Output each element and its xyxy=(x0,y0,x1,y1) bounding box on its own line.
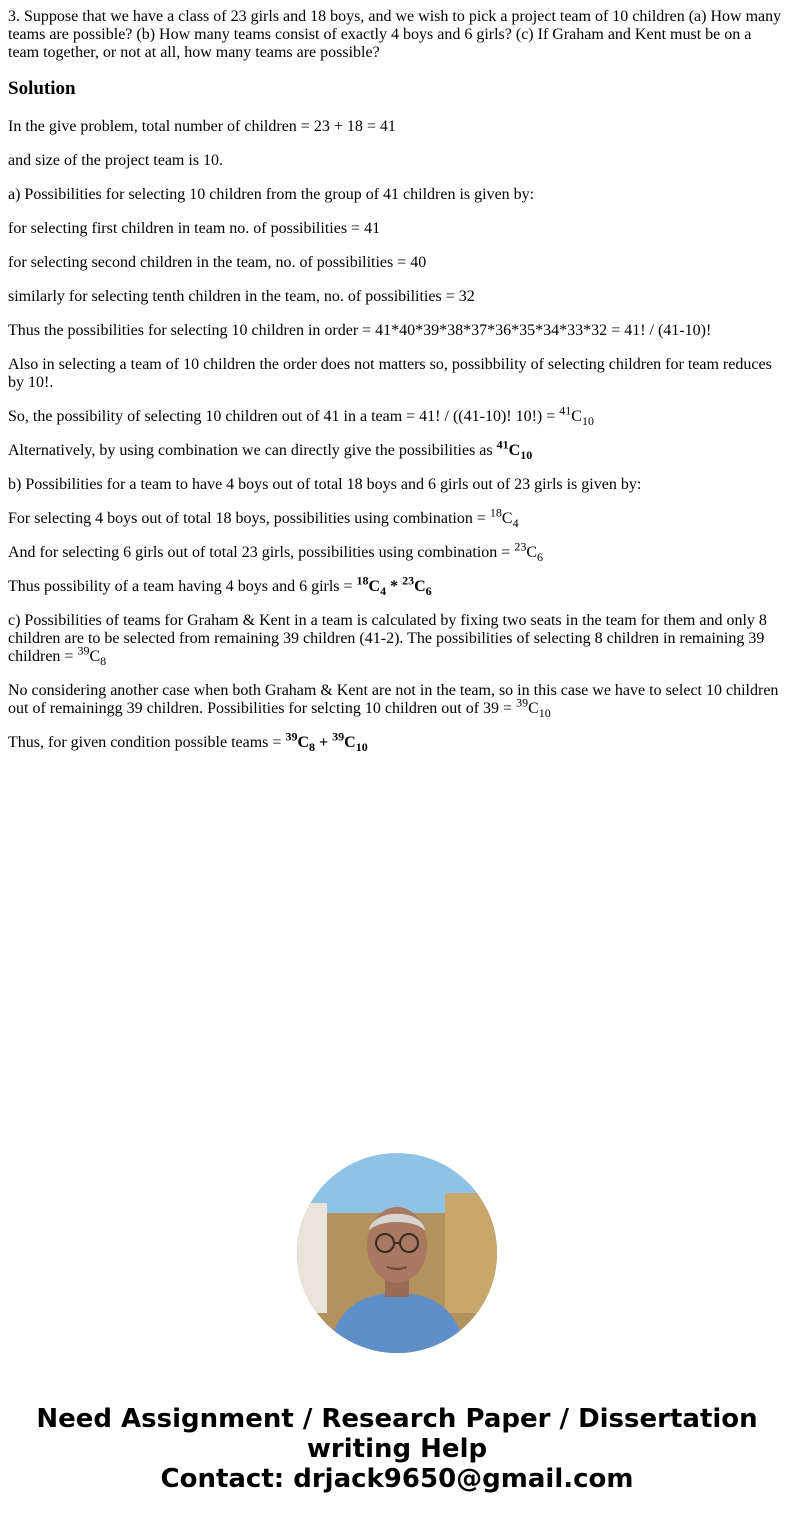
footer-line: Need Assignment / Research Paper / Dissertation xyxy=(36,1404,758,1434)
solution-line: a) Possibilities for selecting 10 children from the group of 41 children is given by: xyxy=(8,186,535,203)
footer-banner xyxy=(0,1404,794,1494)
subscript: 4 xyxy=(512,516,519,531)
superscript: 39 xyxy=(332,729,345,744)
line-text: c) Possibilities of teams for Graham & Kent in a team is calculated by fixing two seats in the team for them and only 8 children are to be selected from remaining 39 children (41-2). The possibilities of selecting 8 children in remaining 39 children = xyxy=(8,612,767,665)
combination-symbol: C xyxy=(508,442,521,459)
operator: + xyxy=(315,734,333,751)
superscript: 18 xyxy=(356,573,369,588)
combination-symbol: C xyxy=(368,578,381,595)
solution-line xyxy=(8,682,786,721)
superscript: 41 xyxy=(559,403,572,418)
line-text: Alternatively, by using combination we can directly give the possibilities as xyxy=(8,442,497,459)
combination-symbol: C xyxy=(501,510,513,527)
line-text: So, the possibility of selecting 10 children out of 41 in a team = 41! / ((41-10)! 10!) = xyxy=(8,408,560,425)
bold-formula xyxy=(496,437,533,463)
solution-line: for selecting second children in the team, no. of possibilities = 40 xyxy=(8,254,427,271)
subscript: 8 xyxy=(100,654,107,669)
subscript: 10 xyxy=(355,740,368,755)
solution-line xyxy=(8,573,786,599)
solution-line: similarly for selecting tenth children in the team, no. of possibilities = 32 xyxy=(8,288,475,305)
solution-line: and size of the project team is 10. xyxy=(8,152,224,169)
footer-line: writing Help xyxy=(306,1434,488,1464)
operator: * xyxy=(386,578,403,595)
subscript: 10 xyxy=(520,448,533,463)
line-text: No considering another case when both Graham & Kent are not in the team, so in this case we have to select 10 children out of remainingg 39 children. Possibilities for selcting 10 children out of 39 = xyxy=(8,682,779,717)
photo-background-panel xyxy=(445,1193,497,1313)
bold-formula xyxy=(356,573,432,599)
solution-line xyxy=(8,539,786,565)
photo-background-switchboard xyxy=(297,1203,327,1313)
combination-symbol: C xyxy=(297,734,309,751)
combination-symbol: C xyxy=(414,578,426,595)
subscript: 6 xyxy=(425,584,432,599)
subscript: 10 xyxy=(538,706,551,721)
line-text: Thus possibility of a team having 4 boys and 6 girls = xyxy=(8,578,357,595)
subscript: 10 xyxy=(581,414,594,429)
line-text: Thus, for given condition possible teams = xyxy=(8,734,286,751)
superscript: 23 xyxy=(514,539,527,554)
combination-symbol: C xyxy=(526,544,537,561)
document-body xyxy=(8,8,786,768)
solution-line: In the give problem, total number of children = 23 + 18 = 41 xyxy=(8,118,396,135)
question-text: 3. Suppose that we have a class of 23 girls and 18 boys, and we wish to pick a project team of 10 children (a) How many teams are possible? (b) How many teams consist of exactly 4 boys and 6 girls? (c) If Graham and Kent must be on a team together, or not at all, how many teams are possible? xyxy=(8,8,782,61)
solution-line xyxy=(8,612,786,669)
solution-line: Also in selecting a team of 10 children the order does not matters so, possibbility of selecting children for team reduces by 10!. xyxy=(8,356,772,391)
line-text: And for selecting 6 girls out of total 23 girls, possibilities using combination = xyxy=(8,544,515,561)
combination-symbol: C xyxy=(344,734,356,751)
superscript: 39 xyxy=(516,695,529,710)
combination-symbol: C xyxy=(528,700,539,717)
solution-line xyxy=(8,403,786,429)
footer-contact: Contact: drjack9650@gmail.com xyxy=(160,1464,634,1494)
combination-symbol: C xyxy=(571,408,582,425)
line-text: For selecting 4 boys out of total 18 boys, possibilities using combination = xyxy=(8,510,490,527)
tutor-photo xyxy=(297,1153,497,1353)
superscript: 18 xyxy=(489,505,502,520)
solution-line: Thus the possibilities for selecting 10 children in order = 41*40*39*38*37*36*35*34*33*32 = 41! / (41-10)! xyxy=(8,322,712,339)
solution-line: b) Possibilities for a team to have 4 boys out of total 18 boys and 6 girls out of 23 girls is given by: xyxy=(8,476,642,493)
subscript: 6 xyxy=(536,550,543,565)
bold-formula xyxy=(285,729,368,755)
superscript: 41 xyxy=(496,437,509,452)
portrait-illustration xyxy=(297,1153,497,1353)
solution-line xyxy=(8,437,786,463)
solution-line xyxy=(8,505,786,531)
superscript: 39 xyxy=(77,643,90,658)
superscript: 23 xyxy=(402,573,415,588)
solution-line xyxy=(8,729,786,755)
subscript: 4 xyxy=(380,584,387,599)
solution-line: for selecting first children in team no. of possibilities = 41 xyxy=(8,220,381,237)
solution-heading: Solution xyxy=(8,78,76,99)
superscript: 39 xyxy=(285,729,298,744)
combination-symbol: C xyxy=(89,648,101,665)
subscript: 8 xyxy=(309,740,315,755)
